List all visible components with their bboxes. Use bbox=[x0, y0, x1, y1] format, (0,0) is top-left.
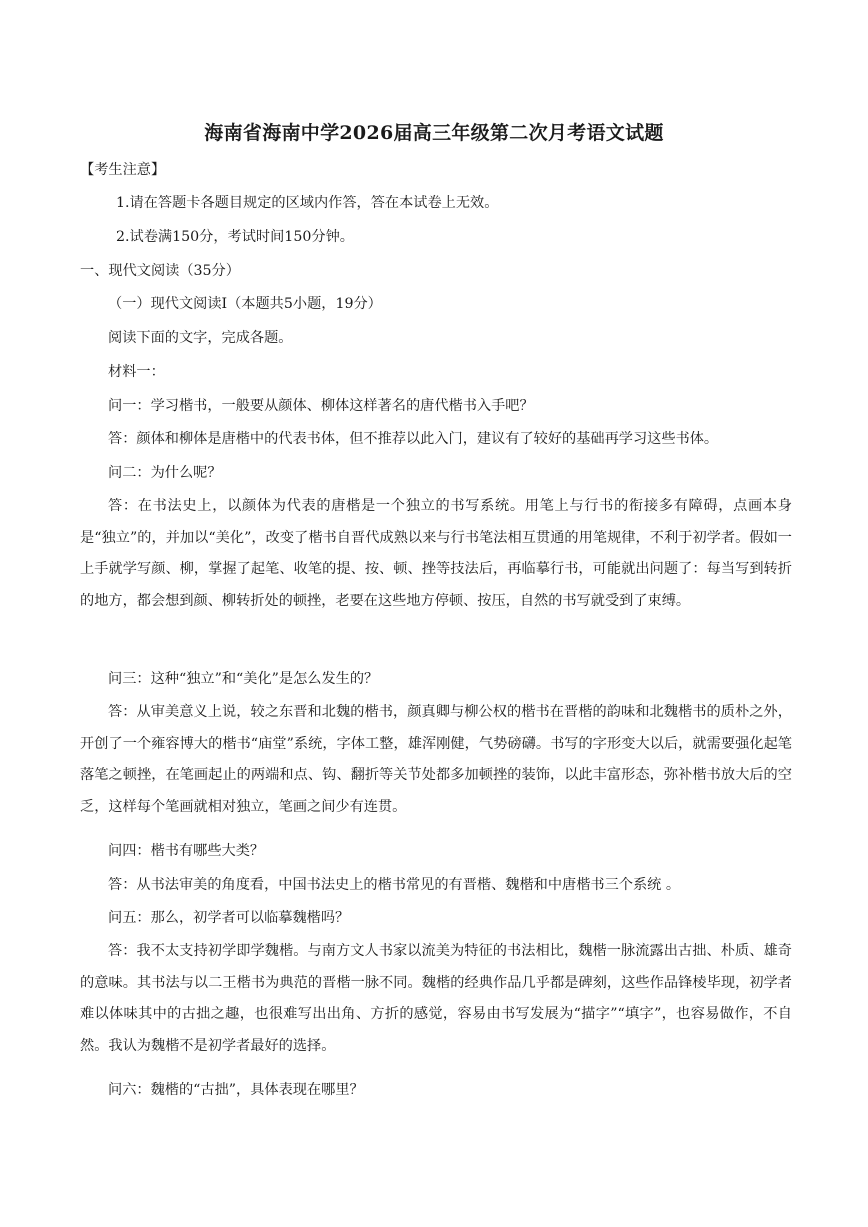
section-heading: 一、现代文阅读（35分） bbox=[80, 263, 240, 279]
answer-1: 答：颜体和柳体是唐楷中的代表书体，但不推荐以此入门，建议有了较好的基础再学习这些书体。 bbox=[108, 431, 719, 447]
answer-3: 答：从审美意义上说，较之东晋和北魏的楷书，颜真卿与柳公权的楷书在晋楷的韵味和北魏楷书的质朴之外，开创了一个雍容博大的楷书“庙堂”系统，字体工整，雄浑刚健，气势磅礴。书写的字形变大以后，就需要强化起笔落笔之顿挫，在笔画起止的两端和点、钩、翻折等关节处都多加顿挫的装饰，以此丰富形态，弥补楷书放大后的空乏，这样每个笔画就相对独立，笔画之间少有连贯。 bbox=[80, 704, 792, 815]
notice-item-1: 1.请在答题卡各题目规定的区域内作答，答在本试卷上无效。 bbox=[116, 195, 499, 211]
question-4: 问四：楷书有哪些大类？ bbox=[108, 843, 265, 859]
answer-5: 答：我不太支持初学即学魏楷。与南方文人书家以流美为特征的书法相比，魏楷一脉流露出古拙、朴质、雄奇的意味。其书法与以二王楷书为典范的晋楷一脉不同。魏楷的经典作品几乎都是碑刻，这些作品锋棱毕现，初学者难以体味其中的古拙之趣，也很难写出出角、方折的感觉，容易由书写发展为“描字”“填字”，也容易做作，不自然。我认为魏楷不是初学者最好的选择。 bbox=[80, 943, 792, 1054]
question-6: 问六：魏楷的“古拙”，具体表现在哪里？ bbox=[108, 1082, 364, 1098]
reading-instruction: 阅读下面的文字，完成各题。 bbox=[108, 330, 293, 346]
answer-4: 答：从书法审美的角度看，中国书法史上的楷书常见的有晋楷、魏楷和中唐楷书三个系统 。 bbox=[108, 877, 681, 893]
material-label: 材料一： bbox=[108, 364, 165, 380]
notice-header: 【考生注意】 bbox=[80, 162, 166, 178]
question-2: 问二：为什么呢？ bbox=[108, 465, 222, 481]
question-3: 问三：这种“独立”和“美化”是怎么发生的？ bbox=[108, 671, 379, 687]
question-5: 问五：那么，初学者可以临摹魏楷吗？ bbox=[108, 910, 350, 926]
answer-2: 答：在书法史上，以颜体为代表的唐楷是一个独立的书写系统。用笔上与行书的衔接多有障碍，点画本身是“独立”的，并加以“美化”，改变了楷书自晋代成熟以来与行书笔法相互贯通的用笔规律，不利于初学者。假如一上手就学写颜、柳，掌握了起笔、收笔的提、按、顿、挫等技法后，再临摹行书，可能就出问题了：每当写到转折的地方，都会想到颜、柳转折处的顿挫，老要在这些地方停顿、按压，自然的书写就受到了束缚。 bbox=[80, 498, 792, 609]
question-1: 问一：学习楷书，一般要从颜体、柳体这样著名的唐代楷书入手吧？ bbox=[108, 398, 534, 414]
page-title: 海南省海南中学2026届高三年级第二次月考语文试题 bbox=[204, 122, 664, 144]
notice-item-2: 2.试卷满150分，考试时间150分钟。 bbox=[116, 229, 354, 245]
subsection-heading: （一）现代文阅读Ⅰ（本题共5小题，19分） bbox=[108, 296, 382, 312]
